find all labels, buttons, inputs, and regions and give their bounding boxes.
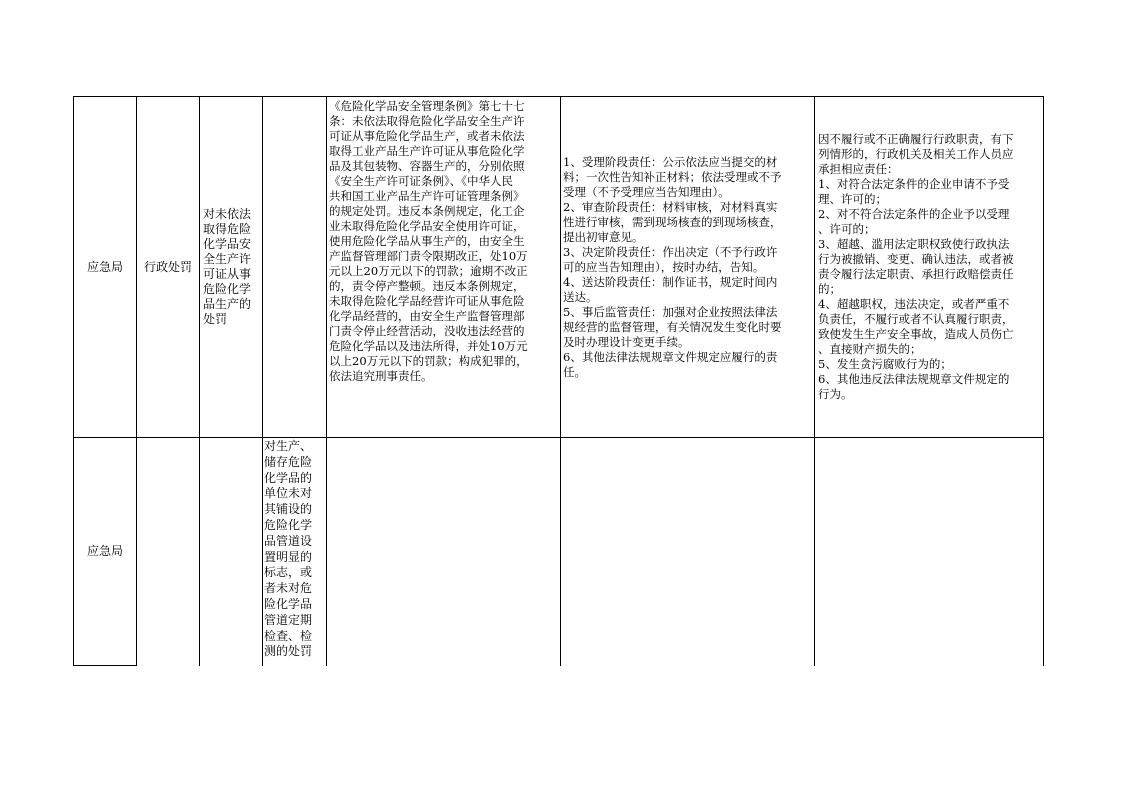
table-border-right <box>1043 96 1044 666</box>
category-cell-wrapper <box>137 438 199 665</box>
responsibility-cell <box>563 439 813 665</box>
department-cell: 应急局 <box>86 259 123 274</box>
department-cell: 应急局 <box>86 544 123 558</box>
sub-item-cell: 对生产、 储存危险 化学品的 单位未对 其铺设的 危险化学 品管道设 置明显的 标志，或 者未对危 险化学品 管道定期 检查、检 测的处罚 <box>264 439 313 659</box>
table-row-1 <box>74 97 136 437</box>
table-row-2 <box>74 438 136 665</box>
responsibility-cell: 1、受理阶段责任：公示依法应当提交的材 料；一次性告知补正材料；依法受理或不予 受理（不予受理应当告知理由）。 2、审查阶段责任：材料审核，对材料真实 性进行审核，需到现场核查的到现场核查， 提出初审意见。 3、决定阶段责任：作出决定（不予行政许 可的应当告知理由），按时办结，告知。 4、送达阶段责任：制作证书，规定时间内 送达。 5、事后监管责任：加强对企业按照法律法 规经营的监督管理，有关情况发生变化时要 及时办理设计变更手续。 6、其他法律法规规章文件规定应履行的责 任。 <box>563 154 782 379</box>
accountability-cell: 因不履行或不正确履行行政职责，有下 列情形的，行政机关及相关工作人员应 承担相应责任： 1、对符合法定条件的企业申请不予受 理、许可的； 2、对不符合法定条件的企业予以受理 、许可的； 3、超越、滥用法定职权致使行政执法 行为被撤销、变更、确认违法，或者被 责令履行法定职责、承担行政赔偿责任 的； 4、超越职权，违法决定，或者严重不 负责任，不履行或者不认真履行职责， 致使发生生产安全事故，造成人员伤亡 、直接财产损失的； 5、发生贪污腐败行为的； 6、其他违反法律法规规章文件规定的 行为。 <box>818 132 1014 401</box>
table-border-bottom <box>73 665 136 666</box>
responsibility-table <box>73 96 1044 666</box>
sub-item-cell-wrapper <box>263 97 326 437</box>
responsibility-cell-wrapper <box>561 97 814 437</box>
basis-cell: 《危险化学品安全管理条例》第七十七 条：未依法取得危险化学品安全生产许 可证从事危险化学品生产，或者未依法 取得工业产品生产许可证从事危险化学 品及其包装物、容器生产的，分别依照 《安全生产许可证条例》、《中华人民 共和国工业产品生产许可证管理条例》 的规定处罚。违反本条例规定，化工企 业未取得危险化学品安全使用许可证， 使用危险化学品从事生产的，由安全生 产监督管理部门责令限期改正，处10万 元以上20万元以下的罚款；逾期不改正 的，责令停产整顿。违反本条例规定， 未取得危险化学品经营许可证从事危险 化学品经营的，由安全生产监督管理部 门责令停止经营活动，没收违法经营的 危险化学品以及违法所得，并处10万元 以上20万元以下的罚款；构成犯罪的， 依法追究刑事责任。 <box>329 99 528 383</box>
item-name-cell-wrapper <box>200 97 262 437</box>
accountability-cell <box>818 439 1042 665</box>
category-cell: 行政处罚 <box>143 259 192 274</box>
category-cell-wrapper <box>137 97 199 437</box>
item-name-cell: 对未依法 取得危险 化学品安 全生产许 可证从事 危险化学 品生产的 处罚 <box>203 207 252 326</box>
item-name-cell-wrapper <box>200 438 262 665</box>
column-divider <box>326 96 327 666</box>
accountability-cell-wrapper <box>815 97 1043 437</box>
basis-cell <box>329 439 559 665</box>
